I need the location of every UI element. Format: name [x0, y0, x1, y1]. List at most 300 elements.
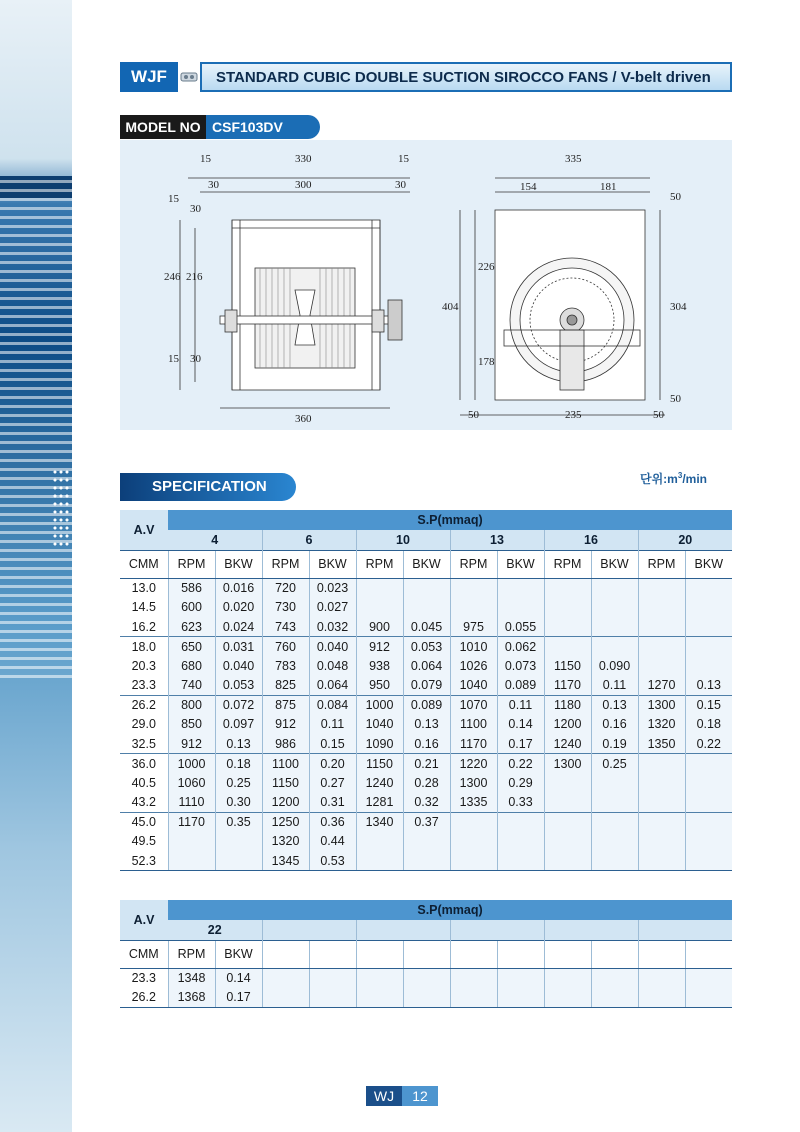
rpm-cell: 783: [262, 656, 309, 676]
table-row: [120, 754, 732, 774]
bkw-cell: 0.040: [215, 656, 262, 676]
bkw-cell: 0.36: [309, 812, 356, 832]
bkw-cell: 0.14: [215, 968, 262, 988]
bkw-cell: 0.064: [403, 656, 450, 676]
pressure-header: 16: [544, 530, 638, 550]
rpm-cell: 623: [168, 617, 215, 637]
bkw-cell: 0.17: [497, 734, 544, 754]
bkw-cell: [591, 793, 638, 813]
bkw-cell: [497, 812, 544, 832]
pressure-header: 20: [638, 530, 732, 550]
bkw-cell: [215, 851, 262, 871]
cmm-cell: 14.5: [120, 598, 168, 618]
rpm-cell: [638, 578, 685, 598]
bkw-cell: [215, 832, 262, 852]
bkw-cell: [403, 578, 450, 598]
bkw-cell: 0.14: [497, 715, 544, 735]
bkw-cell: 0.053: [403, 637, 450, 657]
rpm-cell: 1250: [262, 812, 309, 832]
bkw-cell: [497, 832, 544, 852]
bkw-cell: [685, 812, 732, 832]
rpm-cell: [638, 754, 685, 774]
bkw-header: BKW: [309, 550, 356, 578]
table-row: [120, 656, 732, 676]
bkw-cell: [685, 754, 732, 774]
bkw-cell: 0.016: [215, 578, 262, 598]
page-title: STANDARD CUBIC DOUBLE SUCTION SIROCCO FANS / V-belt driven: [216, 69, 711, 86]
rpm-cell: 1200: [544, 715, 591, 735]
table-row: [120, 851, 732, 871]
dim-300: 300: [295, 179, 312, 191]
rpm-cell: 975: [450, 617, 497, 637]
bkw-header: BKW: [685, 550, 732, 578]
dim-30a: 30: [208, 179, 219, 191]
dim-15b: 15: [398, 153, 409, 165]
bkw-cell: 0.13: [685, 676, 732, 696]
dim-30b: 30: [395, 179, 406, 191]
bkw-cell: 0.32: [403, 793, 450, 813]
dim-left-246: 246: [164, 271, 181, 283]
rpm-cell: 1348: [168, 968, 215, 988]
rpm-cell: 1100: [450, 715, 497, 735]
rpm-cell: 1320: [262, 832, 309, 852]
bkw-cell: [685, 968, 732, 988]
bkw-cell: [591, 851, 638, 871]
rpm-cell: 1240: [544, 734, 591, 754]
rpm-cell: 1368: [168, 988, 215, 1008]
bkw-cell: 0.28: [403, 773, 450, 793]
rpm-cell: 1300: [450, 773, 497, 793]
rpm-cell: 1150: [544, 656, 591, 676]
bkw-cell: 0.023: [309, 578, 356, 598]
table-row: [120, 695, 732, 715]
bkw-cell: [591, 832, 638, 852]
dim-left-30b: 30: [190, 353, 201, 365]
model-label: MODEL NO: [120, 115, 206, 139]
bkw-cell: 0.024: [215, 617, 262, 637]
page-footer: [366, 1086, 438, 1106]
footer-section: WJ: [366, 1086, 402, 1106]
rpm-cell: 1150: [356, 754, 403, 774]
rpm-cell: [638, 812, 685, 832]
bkw-cell: [685, 988, 732, 1008]
dim-154: 154: [520, 181, 537, 193]
rpm-cell: 850: [168, 715, 215, 735]
rpm-header: RPM: [168, 940, 215, 968]
rpm-cell: 1300: [638, 695, 685, 715]
model-number: [120, 115, 320, 139]
rpm-cell: [638, 793, 685, 813]
rpm-cell: 1090: [356, 734, 403, 754]
rpm-cell: [262, 968, 309, 988]
bkw-cell: [309, 968, 356, 988]
footer-page-number: 12: [402, 1086, 438, 1106]
bkw-cell: [591, 578, 638, 598]
unit-suffix: /min: [682, 472, 707, 486]
rpm-cell: 875: [262, 695, 309, 715]
bkw-cell: 0.25: [591, 754, 638, 774]
unit-label: [640, 470, 707, 487]
rpm-cell: [450, 812, 497, 832]
bkw-cell: [685, 851, 732, 871]
sp-header: S.P(mmaq): [168, 900, 732, 920]
rpm-header: RPM: [356, 550, 403, 578]
rpm-cell: [262, 988, 309, 1008]
cmm-cell: 36.0: [120, 754, 168, 774]
spec-table: [120, 510, 732, 871]
rpm-cell: [544, 793, 591, 813]
rpm-cell: [356, 598, 403, 618]
bkw-cell: [591, 968, 638, 988]
bkw-cell: 0.22: [497, 754, 544, 774]
bkw-header: [309, 940, 356, 968]
rpm-header: [356, 940, 403, 968]
rpm-cell: 1350: [638, 734, 685, 754]
bkw-cell: 0.090: [591, 656, 638, 676]
bkw-cell: 0.22: [685, 734, 732, 754]
rpm-cell: [450, 988, 497, 1008]
rpm-cell: [544, 617, 591, 637]
bkw-cell: 0.062: [497, 637, 544, 657]
table-row: [120, 968, 732, 988]
table-row: [120, 812, 732, 832]
pressure-header: 22: [168, 920, 262, 940]
bkw-cell: 0.16: [591, 715, 638, 735]
rpm-cell: [356, 832, 403, 852]
rpm-cell: 938: [356, 656, 403, 676]
bkw-cell: [591, 617, 638, 637]
rpm-cell: 1270: [638, 676, 685, 696]
dim-left-30: 30: [190, 203, 201, 215]
bkw-cell: 0.29: [497, 773, 544, 793]
cmm-cell: 32.5: [120, 734, 168, 754]
rpm-cell: 600: [168, 598, 215, 618]
rpm-cell: 1010: [450, 637, 497, 657]
bkw-cell: [497, 988, 544, 1008]
cmm-cell: 23.3: [120, 676, 168, 696]
bkw-cell: [403, 988, 450, 1008]
rpm-cell: [168, 832, 215, 852]
bkw-cell: 0.31: [309, 793, 356, 813]
rpm-cell: [638, 637, 685, 657]
chain-link-icon: [180, 70, 198, 84]
bkw-cell: [591, 637, 638, 657]
rpm-cell: 1345: [262, 851, 309, 871]
rpm-cell: 825: [262, 676, 309, 696]
bkw-cell: 0.11: [497, 695, 544, 715]
rpm-cell: 912: [356, 637, 403, 657]
rpm-cell: [638, 988, 685, 1008]
bkw-cell: 0.079: [403, 676, 450, 696]
rpm-cell: [638, 851, 685, 871]
bkw-cell: 0.18: [215, 754, 262, 774]
dim-335: 335: [565, 153, 582, 165]
dim-50b: 50: [670, 393, 681, 405]
bkw-cell: [685, 832, 732, 852]
rpm-cell: [638, 968, 685, 988]
dim-304: 304: [670, 301, 687, 313]
dim-left-216: 216: [186, 271, 203, 283]
cmm-cell: 29.0: [120, 715, 168, 735]
rpm-header: RPM: [638, 550, 685, 578]
rpm-cell: [544, 598, 591, 618]
rpm-cell: 1170: [168, 812, 215, 832]
technical-drawing: [120, 140, 732, 430]
pressure-header: [356, 920, 450, 940]
dim-226: 226: [478, 261, 495, 273]
model-value: CSF103DV: [206, 115, 320, 139]
bkw-cell: [685, 617, 732, 637]
bkw-cell: [685, 637, 732, 657]
bkw-header: [497, 940, 544, 968]
bkw-cell: 0.13: [591, 695, 638, 715]
table-row: [120, 637, 732, 657]
table-row: [120, 676, 732, 696]
rpm-cell: [544, 578, 591, 598]
bkw-cell: 0.21: [403, 754, 450, 774]
cmm-cell: 18.0: [120, 637, 168, 657]
rpm-cell: 1026: [450, 656, 497, 676]
side-dots: [52, 468, 70, 548]
bkw-cell: [685, 578, 732, 598]
rpm-cell: [450, 851, 497, 871]
bkw-cell: [403, 968, 450, 988]
table-row: [120, 988, 732, 1008]
rpm-cell: [544, 988, 591, 1008]
rpm-cell: 1000: [168, 754, 215, 774]
pressure-header: [262, 920, 356, 940]
drawing-svg: [120, 140, 732, 430]
bkw-cell: 0.11: [591, 676, 638, 696]
rpm-cell: [638, 656, 685, 676]
dim-404: 404: [442, 301, 459, 313]
bkw-header: [685, 940, 732, 968]
table-row: [120, 578, 732, 598]
rpm-cell: [638, 773, 685, 793]
rpm-cell: 650: [168, 637, 215, 657]
rpm-header: RPM: [544, 550, 591, 578]
rpm-cell: 1040: [356, 715, 403, 735]
rpm-cell: [638, 832, 685, 852]
dim-330: 330: [295, 153, 312, 165]
bkw-cell: [591, 988, 638, 1008]
rpm-cell: [450, 578, 497, 598]
rpm-cell: 1060: [168, 773, 215, 793]
rpm-cell: [544, 851, 591, 871]
table-row: [120, 793, 732, 813]
bkw-cell: 0.53: [309, 851, 356, 871]
rpm-cell: 1200: [262, 793, 309, 813]
rpm-cell: [356, 578, 403, 598]
cmm-cell: 26.2: [120, 988, 168, 1008]
bkw-cell: 0.027: [309, 598, 356, 618]
rpm-cell: 1220: [450, 754, 497, 774]
bkw-cell: 0.064: [309, 676, 356, 696]
bkw-cell: [591, 598, 638, 618]
cmm-cell: 16.2: [120, 617, 168, 637]
rpm-cell: 1100: [262, 754, 309, 774]
rpm-cell: [356, 988, 403, 1008]
rpm-header: [450, 940, 497, 968]
cmm-cell: 23.3: [120, 968, 168, 988]
page-header: [120, 62, 732, 92]
dim-50c: 50: [468, 409, 479, 421]
dim-50d: 50: [653, 409, 664, 421]
bkw-cell: 0.20: [309, 754, 356, 774]
rpm-cell: 1040: [450, 676, 497, 696]
side-stripes: [0, 180, 72, 680]
rpm-cell: 1150: [262, 773, 309, 793]
bkw-cell: [497, 598, 544, 618]
rpm-cell: [356, 851, 403, 871]
av-header: A.V: [120, 900, 168, 940]
rpm-cell: [450, 968, 497, 988]
bkw-cell: 0.053: [215, 676, 262, 696]
dim-50a: 50: [670, 191, 681, 203]
bkw-cell: 0.35: [215, 812, 262, 832]
rpm-cell: 986: [262, 734, 309, 754]
dim-181: 181: [600, 181, 617, 193]
rpm-cell: [638, 598, 685, 618]
unit-sup: 3: [677, 471, 683, 480]
bkw-cell: [685, 793, 732, 813]
series-tag: WJF: [120, 62, 178, 92]
side-decoration: [0, 0, 72, 1132]
bkw-cell: 0.045: [403, 617, 450, 637]
rpm-header: RPM: [450, 550, 497, 578]
rpm-cell: 586: [168, 578, 215, 598]
rpm-cell: 720: [262, 578, 309, 598]
spec-table-2: [120, 900, 732, 1008]
rpm-cell: 912: [262, 715, 309, 735]
bkw-cell: 0.13: [215, 734, 262, 754]
bkw-cell: [497, 851, 544, 871]
cmm-cell: 40.5: [120, 773, 168, 793]
av-header: A.V: [120, 510, 168, 550]
bkw-cell: [685, 598, 732, 618]
bkw-cell: 0.17: [215, 988, 262, 1008]
rpm-cell: 1180: [544, 695, 591, 715]
rpm-cell: [356, 968, 403, 988]
rpm-cell: 730: [262, 598, 309, 618]
pressure-header: 6: [262, 530, 356, 550]
bkw-cell: 0.055: [497, 617, 544, 637]
rpm-cell: 800: [168, 695, 215, 715]
sp-header: S.P(mmaq): [168, 510, 732, 530]
bkw-cell: 0.18: [685, 715, 732, 735]
bkw-cell: [403, 832, 450, 852]
bkw-cell: 0.072: [215, 695, 262, 715]
pressure-header: 4: [168, 530, 262, 550]
header-title-box: [200, 62, 732, 92]
bkw-cell: 0.048: [309, 656, 356, 676]
bkw-cell: [685, 773, 732, 793]
rpm-header: RPM: [262, 550, 309, 578]
pressure-header: 13: [450, 530, 544, 550]
bkw-header: BKW: [403, 550, 450, 578]
rpm-cell: 1335: [450, 793, 497, 813]
cmm-cell: 26.2: [120, 695, 168, 715]
bkw-cell: 0.084: [309, 695, 356, 715]
dim-235: 235: [565, 409, 582, 421]
cmm-cell: 49.5: [120, 832, 168, 852]
bkw-cell: 0.13: [403, 715, 450, 735]
bkw-cell: 0.097: [215, 715, 262, 735]
rpm-cell: 1240: [356, 773, 403, 793]
bkw-cell: [591, 773, 638, 793]
rpm-header: RPM: [168, 550, 215, 578]
rpm-cell: [638, 617, 685, 637]
dim-left-15: 15: [168, 193, 179, 205]
bkw-cell: 0.33: [497, 793, 544, 813]
table-row: [120, 715, 732, 735]
bkw-cell: [497, 968, 544, 988]
bkw-header: BKW: [215, 550, 262, 578]
rpm-cell: 1320: [638, 715, 685, 735]
table-row: [120, 617, 732, 637]
rpm-cell: [544, 637, 591, 657]
bkw-cell: 0.031: [215, 637, 262, 657]
table-row: [120, 734, 732, 754]
rpm-cell: 1110: [168, 793, 215, 813]
cmm-cell: 43.2: [120, 793, 168, 813]
bkw-header: BKW: [497, 550, 544, 578]
bkw-cell: 0.37: [403, 812, 450, 832]
rpm-cell: [168, 851, 215, 871]
rpm-cell: 1000: [356, 695, 403, 715]
pressure-header: [450, 920, 544, 940]
bkw-cell: 0.040: [309, 637, 356, 657]
rpm-cell: 1070: [450, 695, 497, 715]
bkw-header: BKW: [215, 940, 262, 968]
bkw-cell: 0.15: [309, 734, 356, 754]
rpm-cell: [544, 773, 591, 793]
bkw-cell: 0.44: [309, 832, 356, 852]
rpm-header: [262, 940, 309, 968]
bkw-cell: [591, 812, 638, 832]
rpm-cell: [544, 812, 591, 832]
dim-15a: 15: [200, 153, 211, 165]
bkw-cell: 0.19: [591, 734, 638, 754]
specification-heading: SPECIFICATION: [120, 473, 296, 501]
bkw-cell: 0.30: [215, 793, 262, 813]
bkw-cell: 0.11: [309, 715, 356, 735]
table-row: [120, 832, 732, 852]
bkw-header: [591, 940, 638, 968]
bkw-cell: [497, 578, 544, 598]
rpm-cell: [544, 832, 591, 852]
rpm-cell: 1340: [356, 812, 403, 832]
rpm-cell: 1170: [450, 734, 497, 754]
rpm-cell: 1170: [544, 676, 591, 696]
bkw-cell: 0.089: [497, 676, 544, 696]
cmm-cell: 20.3: [120, 656, 168, 676]
cmm-cell: 52.3: [120, 851, 168, 871]
table-row: [120, 773, 732, 793]
rpm-cell: [450, 832, 497, 852]
rpm-cell: [544, 968, 591, 988]
rpm-cell: 740: [168, 676, 215, 696]
bkw-cell: [309, 988, 356, 1008]
dim-left-15b: 15: [168, 353, 179, 365]
pressure-header: [544, 920, 638, 940]
bkw-cell: [685, 656, 732, 676]
bkw-cell: 0.15: [685, 695, 732, 715]
bkw-cell: 0.25: [215, 773, 262, 793]
unit-text: 단위:m: [640, 472, 678, 486]
bkw-header: [403, 940, 450, 968]
cmm-header: CMM: [120, 940, 168, 968]
